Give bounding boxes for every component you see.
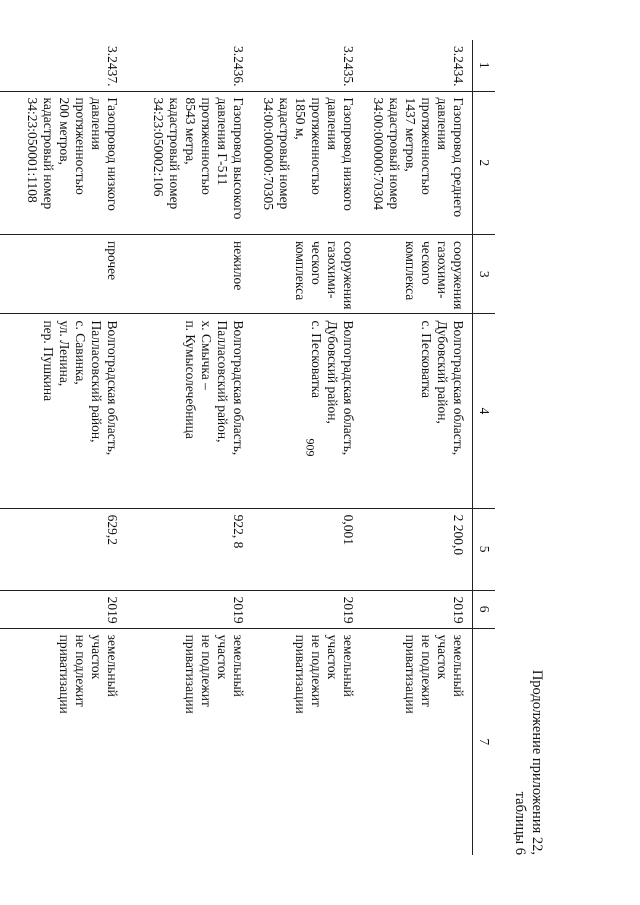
column-header: 6 (473, 590, 496, 628)
object-type: сооружения газохими- ческого комплекса (362, 235, 473, 314)
object-year: 2019 (0, 590, 126, 628)
column-header: 3 (473, 235, 496, 314)
row-number: 3.2434. (362, 40, 473, 91)
table-row (362, 40, 473, 855)
object-address: Волгоградская область, Дубовский район, с. Песковатка (362, 314, 473, 508)
object-address: Волгоградская область, Палласовский район, х. Смычка – п. Кумысолечебница (126, 314, 252, 508)
object-area: 2 200,0 (362, 508, 473, 590)
column-header: 4 (473, 314, 496, 508)
object-name: Газопровод низкого давления протяженностью 1850 м, кадастровый номер 34:00:000000:70305 (252, 91, 362, 235)
header-row (473, 40, 496, 855)
object-note: земельный участок не подлежит приватизации (126, 628, 252, 855)
object-year: 2019 (362, 590, 473, 628)
object-name: Газопровод низкого давления протяженностью 200 метров, кадастровый номер 34:23:050001:1108 (0, 91, 126, 235)
row-number: 3.2436. (126, 40, 252, 91)
object-note: земельный участок не подлежит приватизации (362, 628, 473, 855)
column-header: 1 (473, 40, 496, 91)
row-number: 3.2437. (0, 40, 126, 91)
object-area: 629,2 (0, 508, 126, 590)
object-area: 0,001 (252, 508, 362, 590)
column-header: 7 (473, 628, 496, 855)
object-type: прочее (0, 235, 126, 314)
object-year: 2019 (126, 590, 252, 628)
table-row (126, 40, 252, 855)
object-type: сооружения газохими- ческого комплекса (252, 235, 362, 314)
object-name: Газопровод высокого давления Г-511 протяженностью 8543 метра, кадастровый номер 34:23:050002:106 (126, 91, 252, 235)
property-table (0, 40, 495, 855)
header-line-2: таблицы 6 (512, 791, 528, 855)
row-number: 3.2435. (252, 40, 362, 91)
object-note: земельный участок не подлежит приватизации (0, 628, 126, 855)
object-name: Газопровод среднего давления протяженностью 1437 метров, кадастровый номер 34:00:000000:70304 (362, 91, 473, 235)
object-address: Волгоградская область, Палласовский район, с. Савинка, ул. Ленина, пер. Пушкина (0, 314, 126, 508)
object-year: 2019 (252, 590, 362, 628)
header-line-1: Продолжение приложения 22, (529, 669, 545, 855)
page-number: 909 (303, 438, 318, 457)
object-note: земельный участок не подлежит приватизации (252, 628, 362, 855)
object-area: 922, 8 (126, 508, 252, 590)
object-type: нежилое (126, 235, 252, 314)
table-row (252, 40, 362, 855)
column-header: 2 (473, 91, 496, 235)
rotated-page-content (25, 40, 545, 855)
continuation-header (511, 670, 545, 855)
column-header: 5 (473, 508, 496, 590)
table-row (0, 40, 126, 855)
object-address: Волгоградская область, Дубовский район, с. Песковатка (252, 314, 362, 508)
